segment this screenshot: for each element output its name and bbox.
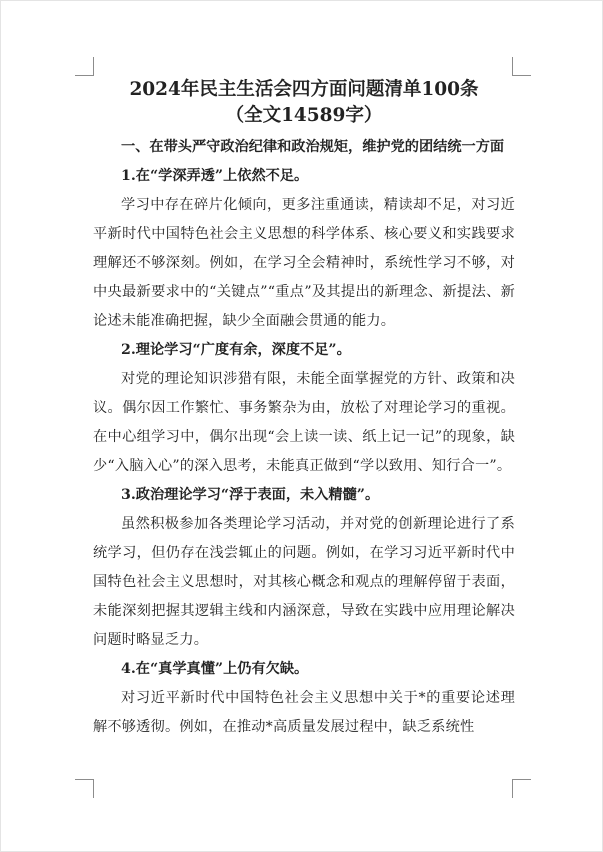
document-subtitle: （全文14589字） xyxy=(225,105,383,126)
item-body-4: 对习近平新时代中国特色社会主义思想中关于*的重要论述理解不够透彻。例如，在推动*高质量发展过程中，缺乏系统性 xyxy=(93,690,515,735)
section-heading: 一、在带头严守政治纪律和政治规矩，维护党的团结统一方面 xyxy=(121,139,505,155)
item-body-2: 对党的理论知识涉猎有限，未能全面掌握党的方针、政策和决议。偶尔因工作繁忙、事务繁杂为由，放松了对理论学习的重视。在中心组学习中，偶尔出现“会上读一读、纸上记一记”的现象，缺少“入脑入心”的深入思考，未能真正做到“学以致用、知行合一”。 xyxy=(93,371,515,474)
crop-mark-bottom-right xyxy=(512,779,531,798)
crop-mark-bottom-left xyxy=(75,779,94,798)
item-heading-4: 4.在“真学真懂”上仍有欠缺。 xyxy=(121,661,309,677)
item-heading-2: 2.理论学习“广度有余，深度不足”。 xyxy=(121,342,351,358)
document-title: 2024年民主生活会四方面问题清单100条 xyxy=(129,79,479,100)
item-heading-1: 1.在“学深弄透”上依然不足。 xyxy=(121,168,309,184)
crop-mark-top-right xyxy=(512,57,531,76)
item-heading-3: 3.政治理论学习“浮于表面，未入精髓”。 xyxy=(121,487,380,503)
item-body-3: 虽然积极参加各类理论学习活动，并对党的创新理论进行了系统学习，但仍存在浅尝辄止的问题。例如，在学习习近平新时代中国特色社会主义思想时，对其核心概念和观点的理解停留于表面，未能深刻把握其逻辑主线和内涵深意，导致在实践中应用理论解决问题时略显乏力。 xyxy=(93,516,515,648)
item-body-1: 学习中存在碎片化倾向，更多注重通读，精读却不足，对习近平新时代中国特色社会主义思想的科学体系、核心要义和实践要求理解还不够深刻。例如，在学习全会精神时，系统性学习不够，对中央最新要求中的“关键点”“重点”及其提出的新理念、新提法、新论述未能准确把握，缺少全面融会贯通的能力。 xyxy=(93,197,515,329)
document-body xyxy=(93,77,515,742)
crop-mark-top-left xyxy=(75,57,94,76)
